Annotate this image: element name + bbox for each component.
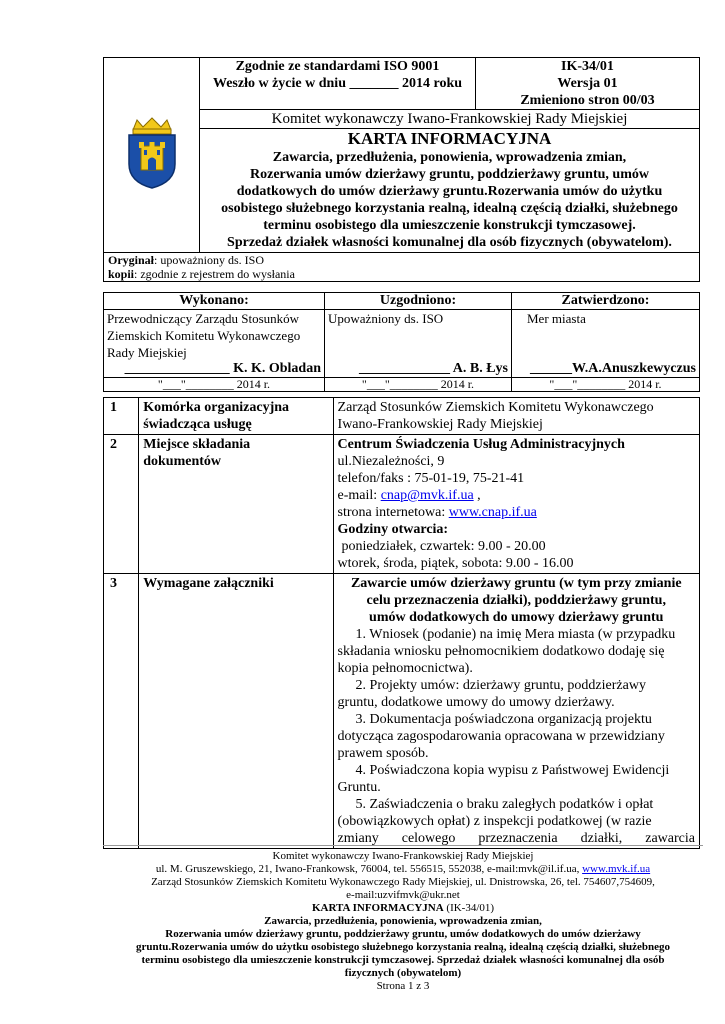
organization-name: Komitet wykonawczy Iwano-Frankowskiej Rady Miejskiej <box>200 110 700 129</box>
list-item: 2. Projekty umów: dzierżawy gruntu, poddzierżawy gruntu, dodatkowe umowy do umowy dzierżawy. <box>337 678 646 710</box>
list-item: 5. Zaświadczenia o braku zaległych podatków i opłat (obowiązkowych opłat) z inspekcji podatkowej (w razie zmiany celowego przeznaczenia działki, zawarcia <box>337 797 695 846</box>
document-version: Wersja 01 <box>557 76 618 91</box>
website-line: strona internetowa: www.cnap.if.ua <box>337 505 537 520</box>
row-number: 3 <box>104 574 139 849</box>
footer-card-title: KARTA INFORMACYJNA (IK-34/01) <box>311 902 495 914</box>
executed-header: Wykonano: <box>104 293 325 310</box>
document-title: KARTA INFORMACYJNA <box>347 129 552 148</box>
pages-changed: Zmieniono stron 00/03 <box>520 93 655 108</box>
agreed-header: Uzgodniono: <box>325 293 512 310</box>
agreed-cell: Upoważniony ds. ISO _____________ A. B. Łys <box>325 310 512 378</box>
executed-cell: Przewodniczący Zarządu Stosunków Ziemskich Komitetu Wykonawczego Rady Miejskiej _______________ K. K. Obladan <box>104 310 325 378</box>
page-number: Strona 1 z 3 <box>376 980 430 992</box>
signature-obladan: _______________ K. K. Obladan <box>124 361 321 376</box>
address: ul.Niezależności, 9 <box>337 454 445 469</box>
city-coat-of-arms-icon <box>125 116 179 190</box>
row-content: Zarząd Stosunków Ziemskich Komitetu Wykonawczego Iwano-Frankowskiej Rady Miejskiej <box>333 398 699 435</box>
approved-header: Zatwierdzono: <box>512 293 700 310</box>
original-note: Oryginał: upoważniony ds. ISO <box>108 253 265 267</box>
row-content <box>333 574 699 849</box>
email-line: e-mail: cnap@mvk.if.ua , <box>337 488 481 503</box>
card-title-cell <box>200 129 700 253</box>
footer-divider <box>103 845 703 846</box>
signature-lys: _____________ A. B. Łys <box>359 361 508 376</box>
service-info-table <box>103 397 700 849</box>
approved-cell: Mer miasta ______W.A.Anuszkewyczus <box>512 310 700 378</box>
row-label: Wymagane załączniki <box>139 574 333 849</box>
footer-website-link[interactable]: www.mvk.if.ua <box>582 863 651 875</box>
iso-line-2: Weszło w życie w dniu _______ 2014 roku <box>212 76 463 91</box>
date-field: "___"________ 2014 r. <box>325 378 512 392</box>
list-item: 4. Poświadczona kopia wypisu z Państwowej Ewidencji Gruntu. <box>337 763 670 795</box>
date-field: "___"________ 2014 r. <box>512 378 700 392</box>
distribution-cell <box>104 253 700 282</box>
document-header <box>103 57 700 282</box>
table-row <box>104 574 700 849</box>
copies-note: kopii: zgodnie z rejestrem do wysłania <box>108 267 295 281</box>
website-link[interactable]: www.cnap.if.ua <box>448 505 537 520</box>
opening-hours-1: poniedziałek, czwartek: 9.00 - 20.00 <box>341 539 546 554</box>
page-footer: Komitet wykonawczy Iwano-Frankowskiej Rady Miejskiej ul. M. Gruszewskiego, 21, Iwano-Frankowsk, 76004, tel. 556515, 552038, e-mail:mvk@il.if.ua, www.mvk.if.ua Zarząd Stosunków Ziemskich Komitetu Wykonawczego Rady Miejskiej, ul. Dnistrowska, 26, tel. 754607,754609, e-mail:uzvifmvk@ukr.net KARTA INFORMACYJNA (IK-34/01) Zawarcia, przedłużenia, ponowienia, wprowadzenia zmian, Rozerwania umów dzierżawy gruntu, poddzierżawy gruntu, umów dodatkowych do umów dzierżawy gruntu.Rozerwania umów do użytku osobistego służebnego korzystania realną, idealną częścią działki, służebnego terminu osobistego dla umieszczenie konstrukcji tymczasowej. Sprzedaż działek własności komunalnej dla osób fizycznych (obywatelom) Strona 1 z 3 <box>103 845 703 993</box>
row-number: 2 <box>104 435 139 574</box>
iso-standard-cell <box>200 58 476 110</box>
signature-anuszkewyczus: ______W.A.Anuszkewyczus <box>530 361 696 376</box>
document-code: IK-34/01 <box>561 59 614 74</box>
iso-line-1: Zgodnie ze standardami ISO 9001 <box>235 59 440 74</box>
row-content <box>333 435 699 574</box>
row-number: 1 <box>104 398 139 435</box>
row-label: Miejsce składania dokumentów <box>139 435 333 574</box>
opening-hours-2: wtorek, środa, piątek, sobota: 9.00 - 16.00 <box>337 556 574 571</box>
email-link[interactable]: cnap@mvk.if.ua <box>380 488 474 503</box>
list-item: 3. Dokumentacja poświadczona organizacją projektu dotycząca zagospodarowania opracowana w przewidziany prawem sposób. <box>337 712 665 761</box>
footer-subject: Zawarcia, przedłużenia, ponowienia, wprowadzenia zmian, Rozerwania umów dzierżawy gruntu, poddzierżawy gruntu, umów dodatkowych do umów dzierżawy gruntu.Rozerwania umów do użytku osobistego służebnego korzystania realną, idealną częścią działki, służebnego terminu osobistego dla umieszczenie konstrukcji tymczasowej. Sprzedaż działek własności komunalnej dla osób fizycznych (obywatelom) <box>136 915 670 979</box>
list-item: 1. Wniosek (podanie) na imię Mera miasta (w przypadku składania wniosku pełnomocnikiem dodatkowo dodaję się kopia pełnomocnictwa). <box>337 627 676 676</box>
table-row <box>104 398 700 435</box>
logo-cell <box>104 58 200 253</box>
service-center-name: Centrum Świadczenia Usług Administracyjnych <box>337 437 625 452</box>
attachments-section-title: Zawarcie umów dzierżawy gruntu (w tym przy zmianie celu przeznaczenia działki), poddzierżawy gruntu, umów dodatkowych do umowy dzierżawy gruntu <box>350 576 682 625</box>
opening-hours-title: Godziny otwarcia: <box>337 522 449 537</box>
phone: telefon/faks : 75-01-19, 75-21-41 <box>337 471 525 486</box>
document-code-cell <box>476 58 700 110</box>
document-subject: Zawarcia, przedłużenia, ponowienia, wprowadzenia zmian, Rozerwania umów dzierżawy gruntu, poddzierżawy gruntu, umów dodatkowych do umów dzierżawy gruntu.Rozerwania umów do użytku osobistego służebnego korzystania realną, idealną częścią działki, służebnego terminu osobistego dla umieszczenie konstrukcji tymczasowej. Sprzedaż działek własności komunalnej dla osób fizycznych (obywatelom). <box>221 150 678 250</box>
approvals-table <box>103 292 700 392</box>
date-field: "___"________ 2014 r. <box>104 378 325 392</box>
table-row <box>104 435 700 574</box>
row-label: Komórka organizacyjna świadcząca usługę <box>139 398 333 435</box>
